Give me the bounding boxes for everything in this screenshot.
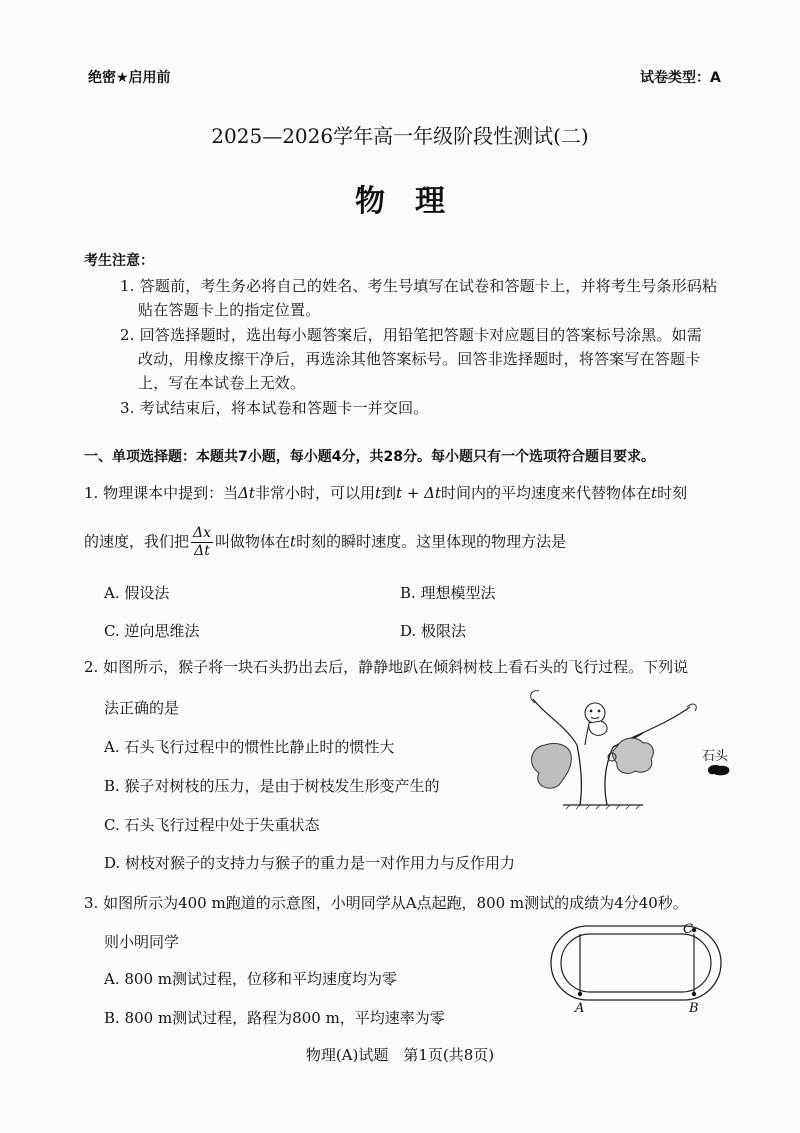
q1-option-c: C. 逆向思维法 xyxy=(104,622,200,640)
q1-stem-line2: 的速度，我们把 $\frac{\Delta x}{\Delta t}$ 叫做物体在t时刻的瞬时速度。这里体现的物理方法是 xyxy=(84,525,567,559)
q3-option-a: A. 800 m测试过程，位移和平均速度均为零 xyxy=(104,970,397,988)
q1-option-a: A. 假设法 xyxy=(104,584,170,602)
point-b-label: B xyxy=(689,1001,699,1016)
q2-option-d: D. 树枝对猴子的支持力与猴子的重力是一对作用力与反作用力 xyxy=(104,854,516,872)
q1-stem-line1: 1. 物理课本中提到：当Δt非常小时，可以用t到t + Δt时间内的平均速度来代替物体在t时刻 xyxy=(84,484,688,502)
running-track-figure xyxy=(548,920,728,1008)
paper-type-label: 试卷类型：A xyxy=(640,70,721,86)
q3-stem-line1: 3. 如图所示为400 m跑道的示意图，小明同学从A点起跑，800 m测试的成绩为4分40秒。 xyxy=(84,894,688,912)
stone-icon xyxy=(706,763,732,777)
subject-title: 物 理 xyxy=(355,184,445,219)
q2-option-b: B. 猴子对树枝的压力，是由于树枝发生形变产生的 xyxy=(104,777,440,795)
notice-line: 贴在答题卡上的指定位置。 xyxy=(138,301,321,319)
q2-option-c: C. 石头飞行过程中处于失重状态 xyxy=(104,816,320,834)
notice-line: 上，写在本试卷上无效。 xyxy=(138,374,306,392)
page-footer: 物理(A)试题 第1页(共8页) xyxy=(305,1046,495,1064)
notice-line: 改动，用橡皮擦干净后，再选涂其他答案标号。回答非选择题时，将答案写在答题卡 xyxy=(138,350,701,368)
point-a-label: A xyxy=(575,1001,585,1016)
q3-option-b: B. 800 m测试过程，路程为800 m，平均速率为零 xyxy=(104,1009,445,1027)
q2-option-a: A. 石头飞行过程中的惯性比静止时的惯性大 xyxy=(104,738,395,756)
q2-stem-line1: 2. 如图所示，猴子将一块石头扔出去后，静静地趴在倾斜树枝上看石头的飞行过程。下列说 xyxy=(84,658,689,676)
notice-line: 2. 回答选择题时，选出每小题答案后，用铅笔把答题卡对应题目的答案标号涂黑。如需 xyxy=(120,326,703,344)
q1-option-d: D. 极限法 xyxy=(400,622,467,640)
secrecy-label: 绝密★启用前 xyxy=(88,70,171,86)
section-heading: 一、单项选择题：本题共7小题，每小题4分，共28分。每小题只有一个选项符合题目要求。 xyxy=(84,449,655,465)
q1-option-b: B. 理想模型法 xyxy=(400,584,496,602)
q2-stem-line2: 法正确的是 xyxy=(104,699,180,717)
notice-line: 3. 考试结束后，将本试卷和答题卡一并交回。 xyxy=(120,399,429,417)
fraction-dx-dt: $\frac{\Delta x}{\Delta t}$ xyxy=(193,525,212,559)
stone-label: 石头 xyxy=(702,749,729,764)
exam-title: 2025—2026学年高一年级阶段性测试(二) xyxy=(211,124,589,148)
point-c-label: C xyxy=(683,922,693,937)
notice-heading: 考生注意： xyxy=(84,253,154,269)
q3-stem-line2: 则小明同学 xyxy=(104,933,180,951)
notice-line: 1. 答题前，考生务必将自己的姓名、考生号填写在试卷和答题卡上，并将考生号条形码粘 xyxy=(120,277,718,295)
